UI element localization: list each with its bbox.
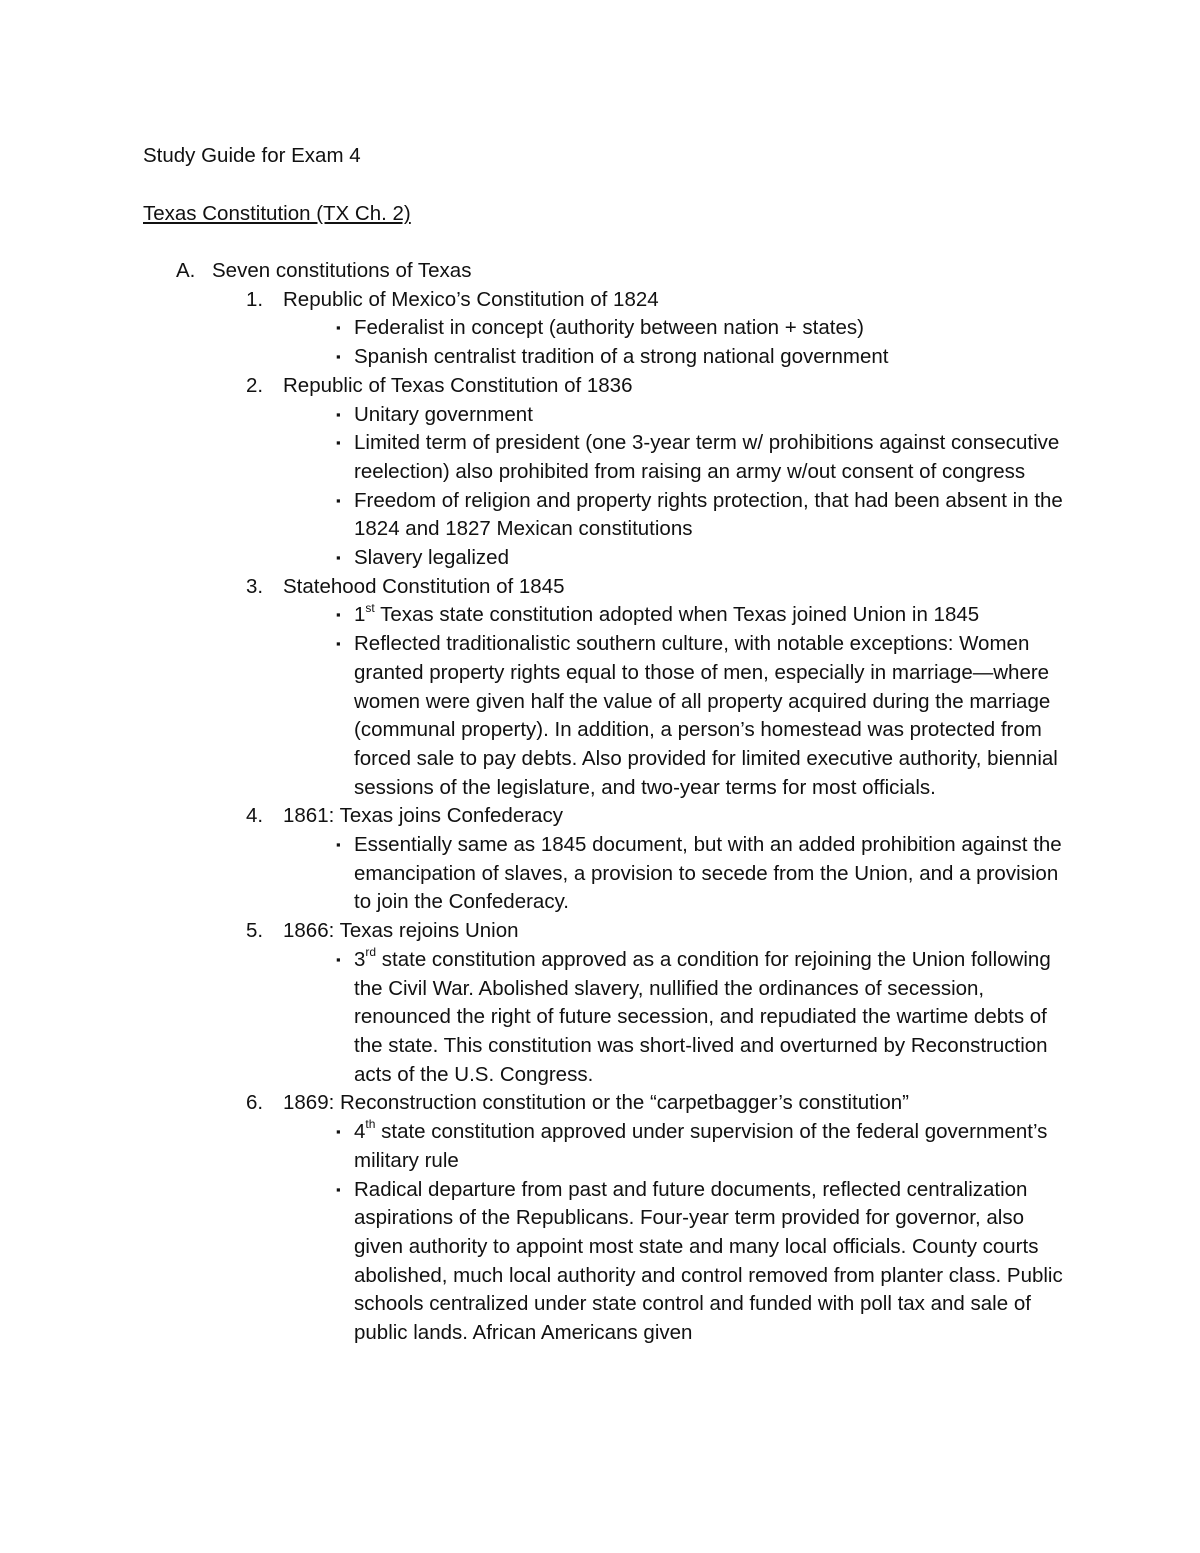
bullet-item [0,544,1064,573]
item-title: Statehood Constitution of 1845 [283,574,565,598]
outline-list [0,257,1200,1348]
item-title: Republic of Texas Constitution of 1836 [283,373,633,397]
section-heading: Texas Constitution (TX Ch. 2) [143,202,411,225]
square-bullet-icon: ▪ [336,550,341,566]
constitution-item [0,802,1200,831]
outline-marker: A. [176,259,196,282]
outline-item-text: Seven constitutions of Texas [212,259,472,282]
bullet-item [0,630,1064,802]
bullet-item [0,401,1064,430]
item-number: 2. [246,373,264,397]
bullet-ordinal: 1 [354,603,366,627]
bullet-text: Federalist in concept (authority between nation + states) [354,316,864,340]
square-bullet-icon: ▪ [336,320,341,336]
square-bullet-icon: ▪ [336,492,341,508]
outline-item-a [0,257,1200,286]
bullet-text: state constitution approved as a condition for rejoining the Union following the Civil War. Abolished slavery, nullified the ordinances of secession, renounced the right of future secession, and repudiated the wartime debts of the state. This constitution was short-lived and overturned by Reconstruction acts of the U.S. Congress. [354,947,1051,1086]
item-title: 1861: Texas joins Confederacy [283,804,563,828]
bullet-text: Freedom of religion and property rights protection, that had been absent in the 1824 and 1827 Mexican constitutions [354,488,1063,541]
item-title: 1866: Texas rejoins Union [283,919,519,943]
item-number: 4. [246,804,264,828]
item-title: 1869: Reconstruction constitution or the “carpetbagger’s constitution” [283,1091,909,1115]
bullet-item [0,946,1064,1090]
ordinal-suffix: st [365,600,375,615]
bullet-ordinal: 3 [354,947,366,971]
constitution-item [0,917,1200,946]
bullet-text: Unitary government [354,402,533,426]
square-bullet-icon: ▪ [336,406,341,422]
square-bullet-icon: ▪ [336,349,341,365]
ordinal-suffix: rd [365,945,377,960]
bullet-text: Spanish centralist tradition of a strong national government [354,345,889,369]
bullet-item [0,1118,1064,1175]
square-bullet-icon: ▪ [336,837,341,853]
bullet-item [0,314,1064,343]
bullet-text: state constitution approved under supervision of the federal government’s military rule [354,1120,1048,1172]
bullet-text: Slavery legalized [354,546,509,570]
square-bullet-icon: ▪ [336,951,341,967]
item-number: 6. [246,1091,264,1115]
constitution-item [0,1089,1200,1118]
bullet-text: Essentially same as 1845 document, but with an added prohibition against the emancipation of slaves, a provision to secede from the Union, and a provision to join the Confederacy. [354,833,1062,914]
item-number: 3. [246,574,264,598]
square-bullet-icon: ▪ [336,1124,341,1140]
square-bullet-icon: ▪ [336,1181,341,1197]
bullet-item [0,429,1064,486]
constitution-item [0,372,1200,401]
item-title: Republic of Mexico’s Constitution of 1824 [283,287,659,311]
square-bullet-icon: ▪ [336,636,341,652]
bullet-item [0,343,1064,372]
constitution-item [0,573,1200,602]
bullet-ordinal: 4 [354,1120,366,1144]
bullet-item [0,487,1064,544]
bullet-item [0,831,1064,917]
bullet-text: Limited term of president (one 3-year term w/ prohibitions against consecutive reelection) also prohibited from raising an army w/out consent of congress [354,431,1060,483]
square-bullet-icon: ▪ [336,607,341,623]
item-number: 5. [246,919,264,943]
constitution-item [0,286,1200,315]
square-bullet-icon: ▪ [336,435,341,451]
bullet-text: Texas state constitution adopted when Texas joined Union in 1845 [374,603,980,627]
bullet-item [0,1176,1064,1348]
document-title: Study Guide for Exam 4 [143,144,361,167]
bullet-text: Reflected traditionalistic southern culture, with notable exceptions: Women granted property rights equal to those of men, especially in marriage—where women were given half the value of all property acquired during the marriage (communal property). In addition, a person’s homestead was protected from forced sale to pay debts. Also provided for limited executive authority, biennial sessions of the legislature, and two-year terms for most officials. [354,632,1058,799]
bullet-text: Radical departure from past and future documents, reflected centralization aspirations of the Republicans. Four-year term provided for governor, also given authority to appoint most state and many local officials. County courts abolished, much local authority and control removed from planter class. Public schools centralized under state control and funded with poll tax and sale of public lands. African Americans given [354,1177,1063,1345]
bullet-item [0,601,1064,630]
item-number: 1. [246,287,264,311]
ordinal-suffix: th [365,1117,376,1132]
